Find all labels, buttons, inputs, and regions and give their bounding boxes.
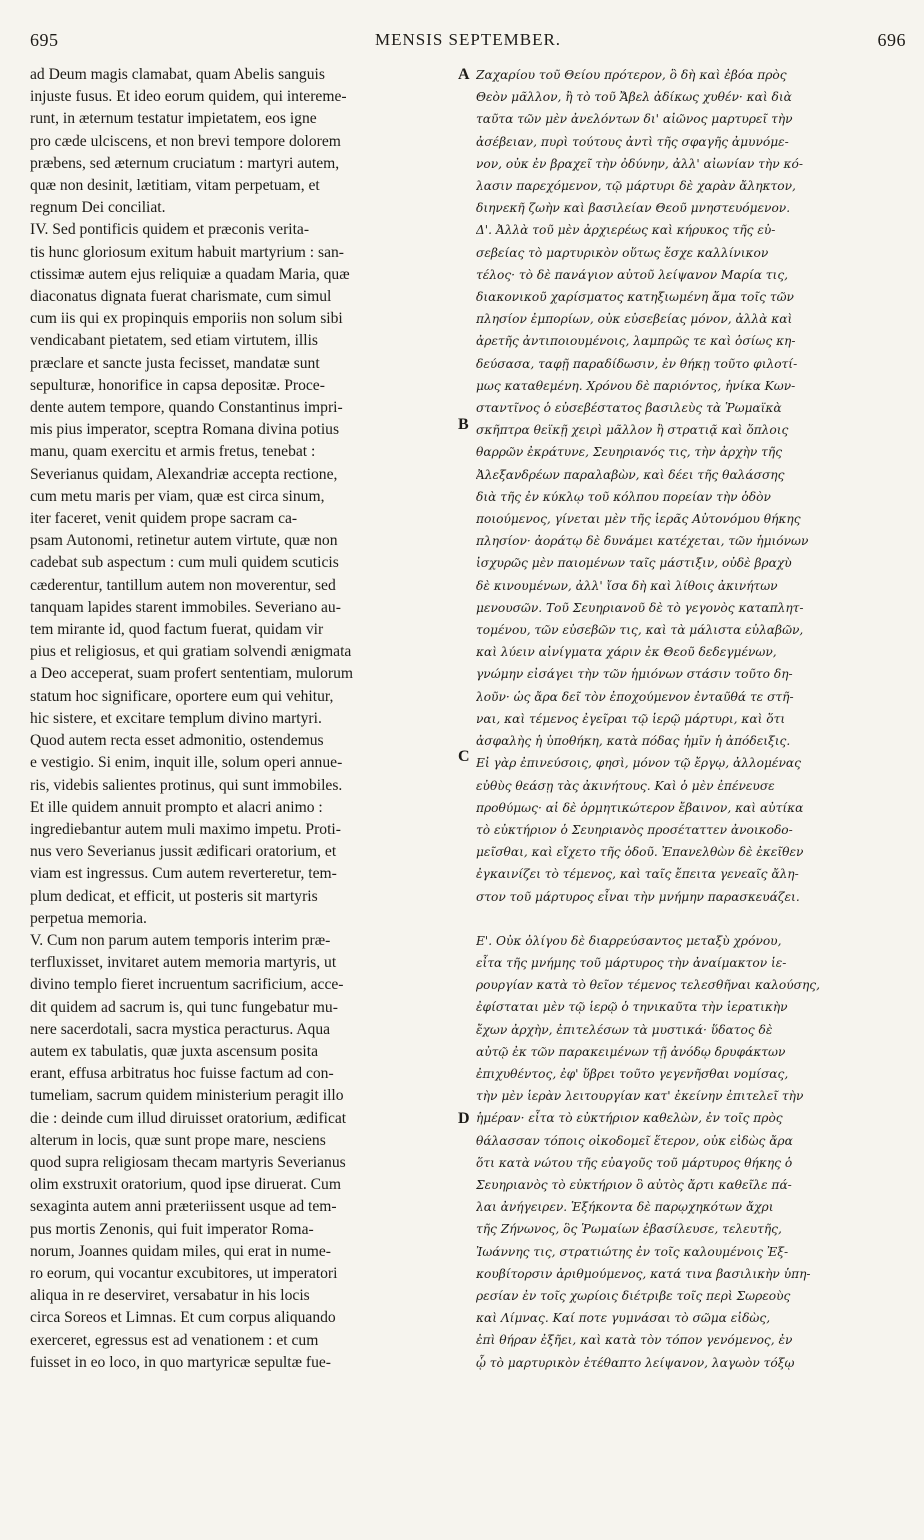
latin-text-line: sexaginta autem anni præteriissent usque ad tem- bbox=[30, 1198, 337, 1216]
latin-text-line: ctissimæ autem ejus reliquiæ a quadam Maria, quæ bbox=[30, 265, 350, 283]
latin-text-line: IV. Sed pontificis quidem et præconis verita- bbox=[30, 221, 310, 239]
latin-text-line: dit quidem ad sacrum is, qui tunc fungebatur mu- bbox=[30, 998, 338, 1016]
latin-text-line: aliqua in re deserviret, versabatur in his locis bbox=[30, 1287, 310, 1305]
greek-text-line: ἰσχυρῶς μὲν παιομένων ταῖς μάστιξιν, οὐδὲ βραχὺ bbox=[476, 556, 792, 571]
latin-text-line: perpetua memoria. bbox=[30, 909, 147, 927]
latin-text-line: divino templo fieret incruentum sacrificium, acce- bbox=[30, 976, 344, 994]
greek-text-line: Ε'. Οὐκ ὀλίγου δὲ διαρρεύσαντος μεταξὺ χρόνου, bbox=[476, 933, 782, 948]
greek-text-line: κουβίτορσιν ἀριθμούμενος, κατά τινα βασιλικὴν ὑπη- bbox=[476, 1266, 811, 1281]
greek-text-line: Δ'. Ἀλλὰ τοῦ μὲν ἀρχιερέως καὶ κήρυκος τῆς εὐ- bbox=[476, 223, 776, 238]
latin-text-line: tumeliam, sacrum quidem ministerium peragit illo bbox=[30, 1087, 344, 1105]
greek-text-line: διακονικοῦ χαρίσματος κατηξιωμένη ἅμα τοῖς τῶν bbox=[476, 290, 794, 305]
greek-text-line: εἶτα τῆς μνήμης τοῦ μάρτυρος τὴν ἀναίμακτον ἱε- bbox=[476, 955, 787, 970]
latin-text-line: terfluxisset, invitaret autem memoria martyris, ut bbox=[30, 954, 337, 972]
greek-text-line: καὶ Λίμνας. Καί ποτε γυμνάσαι τὸ σῶμα εἰδὼς, bbox=[476, 1311, 771, 1326]
greek-text-line: πλησίον ἐμπορίων, οὐκ εὐσεβείας μόνον, ἀλλὰ καὶ bbox=[476, 312, 793, 327]
latin-text-line: injuste fusus. Et ideo eorum quidem, qui intereme- bbox=[30, 88, 347, 106]
latin-text-line: pus mortis Zenonis, qui fuit imperator Roma- bbox=[30, 1220, 314, 1238]
latin-text-line: plum dedicat, et efficit, ut posteris sit martyris bbox=[30, 887, 318, 905]
greek-text-line: Ζαχαρίου τοῦ Θείου πρότερον, ὃ δὴ καὶ ἐβόα πρὸς bbox=[476, 68, 787, 82]
latin-text-line: manu, quam exercitu et armis fretus, tenebat : bbox=[30, 443, 316, 461]
latin-text-line: Severianus quidam, Alexandriæ accepta rectione, bbox=[30, 465, 338, 483]
greek-text-line: εὐθὺς θεάσῃ τὰς ἀκινήτους. Καὶ ὁ μὲν ἐπένευσε bbox=[476, 778, 775, 793]
greek-text-line: ἀσέβειαν, πυρὶ τούτους ἀντὶ τῆς σφαγῆς ἀμυνόμε- bbox=[476, 134, 789, 149]
latin-text-line: a Deo acceperat, suam profert sententiam, mulorum bbox=[30, 665, 354, 683]
latin-text-line: tis hunc gloriosum exitum habuit martyrium : san- bbox=[30, 243, 344, 261]
latin-text-line: regnum Dei conciliat. bbox=[30, 199, 166, 217]
latin-text-line: nus vero Severianus jussit ædificari oratorium, et bbox=[30, 843, 337, 861]
latin-text-line: hic sistere, et excitare templum divino martyri. bbox=[30, 709, 322, 727]
latin-text-line: ris, videbis salientes protinus, qui sunt immobiles. bbox=[30, 776, 343, 794]
greek-text-line: γνώμην εἰσάγει τὴν τῶν ἡμιόνων στάσιν τοῦτο δη- bbox=[476, 667, 793, 682]
greek-text-line: λαι ἀνήγειρεν. Ἑξήκοντα δὲ παρῳχηκότων ἄχρι bbox=[476, 1200, 774, 1215]
greek-text-line: ἔχων ἀρχὴν, ἐπιτελέσων τὰ μυστικά· ὕδατος δὲ bbox=[476, 1022, 773, 1037]
greek-text-line: θάλασσαν τόποις οἰκοδομεῖ ἕτερον, οὐκ εἰδὼς ἄρα bbox=[476, 1133, 793, 1148]
latin-text-line: tanquam lapides starent immobiles. Severiano au- bbox=[30, 598, 341, 616]
latin-text-line: mis pius imperator, sceptra Romana divina potius bbox=[30, 421, 340, 439]
latin-text-line: cum iis qui ex propinquis emporiis non solum sibi bbox=[30, 310, 343, 328]
greek-text-line: ἐγκαινίζει τὸ τέμενος, καὶ ταῖς ἔπειτα γενεαῖς ἄλη- bbox=[476, 867, 799, 882]
latin-text-line: psam Autonomi, retinetur autem virtute, quæ non bbox=[30, 532, 338, 550]
greek-text-line: διηνεκῆ ζωὴν καὶ βασιλείαν Θεοῦ μνηστευόμενον. bbox=[476, 201, 791, 216]
latin-column bbox=[30, 64, 462, 1530]
greek-text-line: λασιν παρεχόμενον, τῷ μάρτυρι δὲ χαρὰν ἄληκτον, bbox=[476, 179, 796, 194]
greek-text-line: ἀρετῆς ἀντιποιουμένοις, λαμπρῶς τε καὶ ὁσίως κη- bbox=[476, 334, 796, 349]
latin-text-line: alterum in locis, quæ sunt prope mare, nesciens bbox=[30, 1131, 326, 1149]
greek-text-line: νον, οὐκ ἐν βραχεῖ τὴν ὀδύνην, ἀλλ' αἰωνίαν τὴν κό- bbox=[476, 156, 803, 171]
latin-text-line: fuisset in eo loco, in quo martyricæ sepultæ fue- bbox=[30, 1353, 331, 1371]
greek-text-line: ναι, καὶ τέμενος ἐγεῖραι τῷ ἱερῷ μάρτυρι, καὶ ὅτι bbox=[476, 711, 786, 726]
latin-text-line: erant, effusa arbitratus hoc fuisse factum ad con- bbox=[30, 1065, 334, 1083]
greek-text-line: μεῖσθαι, καὶ εἴχετο τῆς ὁδοῦ. Ἐπανελθὼν δὲ ἐκεῖθεν bbox=[476, 845, 804, 860]
greek-text-line: σεβείας τὸ μαρτυρικὸν οὕτως ἔσχε καλλίνικον bbox=[476, 245, 769, 260]
greek-text-line bbox=[476, 908, 908, 930]
greek-text-line: δὲ κινουμένων, ἀλλ' ἴσα δὴ καὶ λίθοις ἀκινήτων bbox=[476, 578, 778, 593]
greek-text-line: τῆς Ζήνωνος, ὃς Ῥωμαίων ἐβασίλευσε, τελευτῆς, bbox=[476, 1222, 782, 1237]
latin-text-line: præclare et sancte justa fecisset, mandatæ sunt bbox=[30, 354, 320, 372]
latin-text-line: cadebat sub aspectum : cum muli quidem scuticis bbox=[30, 554, 339, 572]
latin-text-line: pro cæde ulciscens, et non brevi tempore dolorem bbox=[30, 132, 341, 150]
margin-marker-d: D bbox=[458, 1110, 470, 1127]
margin-marker-a: A bbox=[458, 66, 470, 83]
greek-text-line: ἐπιχυθέντος, ἐφ' ὕβρει τοῦτο γεγενῆσθαι νομίσας, bbox=[476, 1066, 789, 1081]
greek-text-line: δεύσασα, ταφῇ παραδίδωσιν, ἐν θήκῃ τοῦτο φιλοτί- bbox=[476, 356, 798, 371]
greek-text-line: μενουσῶν. Τοῦ Σευηριανοῦ δὲ τὸ γεγονὸς καταπλητ- bbox=[476, 600, 804, 615]
greek-text-line: αὐτῷ ἐκ τῶν παρακειμένων τῇ ἀνόδῳ δρυφάκτων bbox=[476, 1044, 786, 1059]
latin-text-line: olim exstruxit oratorium, quod ipse diruerat. Cum bbox=[30, 1176, 341, 1194]
margin-marker-c: C bbox=[458, 748, 470, 765]
greek-text-line: λοῦν· ὡς ἄρα δεῖ τὸν ἐποχούμενον ἐνταῦθά τε στῆ- bbox=[476, 689, 794, 704]
greek-text-line: ἡμέραν· εἶτα τὸ εὐκτήριον καθελὼν, ἐν τοῖς πρὸς bbox=[476, 1111, 783, 1126]
greek-text-line: Ἀλεξανδρέων παραλαβὼν, καὶ δέει τῆς θαλάσσης bbox=[476, 467, 785, 482]
greek-text-line: ταῦτα τῶν μὲν ἀνελόντων δι' αἰῶνος μαρτυρεῖ τὴν bbox=[476, 112, 793, 127]
latin-text-line: norum, Joannes quidam miles, qui erat in nume- bbox=[30, 1242, 331, 1260]
greek-text-line: ρουργίαν κατὰ τὸ θεῖον τέμενος τελεσθῆναι καλούσης, bbox=[476, 978, 820, 993]
greek-text-line: ἐπὶ θήραν ἐξῆει, καὶ κατὰ τὸν τόπον γενόμενος, ἐν bbox=[476, 1333, 793, 1348]
latin-text-line: die : deinde cum illud diruisset oratorium, ædificat bbox=[30, 1109, 347, 1127]
greek-text-line: μως καταθεμένη. Χρόνου δὲ παριόντος, ἡνίκα Κων- bbox=[476, 378, 796, 393]
latin-text-line: ad Deum magis clamabat, quam Abelis sanguis bbox=[30, 66, 325, 83]
greek-text-line: καὶ λύειν αἰνίγματα χάριν ἐκ Θεοῦ δεδεγμένων, bbox=[476, 645, 777, 660]
greek-text-line: προθύμως· αἱ δὲ ὁρμητικώτερον ἔβαινον, καὶ αὐτίκα bbox=[476, 800, 804, 815]
margin-marker-b: B bbox=[458, 416, 469, 433]
latin-text-line: viam est ingressus. Cum autem reverteretur, tem- bbox=[30, 865, 337, 883]
greek-text-line: ᾧ τὸ μαρτυρικὸν ἐτέθαπτο λείψανον, λαγωὸν τόξῳ bbox=[476, 1355, 795, 1370]
latin-text-line: quæ non desinit, lætitiam, vitam perpetuam, et bbox=[30, 177, 320, 195]
latin-text-line: Et ille quidem annuit prompto et alacri animo : bbox=[30, 798, 323, 816]
greek-text-line: τὴν μὲν ἱερὰν λειτουργίαν κατ' ἐκείνην ἐπιτελεῖ τὴν bbox=[476, 1089, 804, 1104]
latin-text-line: nere sacerdotali, sacra mystica peracturus. Aqua bbox=[30, 1020, 331, 1038]
latin-text-line: vendicabant pietatem, sed etiam virtutem, illis bbox=[30, 332, 318, 350]
latin-text-line: Quod autem recta esset admonitio, ostendemus bbox=[30, 732, 324, 750]
greek-text-line: τὸ εὐκτήριον ὁ Σευηριανὸς προσέταττεν ἀνοικοδο- bbox=[476, 822, 793, 837]
greek-text-line: σκῆπτρα θεϊκῇ χειρὶ μᾶλλον ἢ στρατιᾷ καὶ ὅπλοις bbox=[476, 423, 789, 438]
greek-text-line: τομένου, τῶν εὐσεβῶν τις, καὶ τὰ μάλιστα εὐλαβῶν, bbox=[476, 623, 804, 638]
greek-text-line: τέλος· τὸ δὲ πανάγιον αὐτοῦ λείψανον Μαρία τις, bbox=[476, 267, 789, 282]
greek-text-line: πλησίον· ἀοράτῳ δὲ δυνάμει κατέχεται, τῶν ἡμιόνων bbox=[476, 534, 809, 549]
latin-text-line: exerceret, egressus est ad venationem : et cum bbox=[30, 1331, 319, 1349]
latin-text-line: dente autem tempore, quando Constantinus impri- bbox=[30, 399, 343, 417]
greek-text-line: θαρρῶν ἐκράτυνε, Σευηριανός τις, τὴν ἀρχὴν τῆς bbox=[476, 445, 783, 460]
page-header bbox=[30, 30, 906, 58]
latin-text-line: runt, in æternum testatur impietatem, eos igne bbox=[30, 110, 317, 128]
latin-text-line: quod supra religiosam thecam martyris Severianus bbox=[30, 1153, 346, 1171]
greek-text-line: Θεὸν μᾶλλον, ἢ τὸ τοῦ Ἄβελ ἀδίκως χυθέν· καὶ διὰ bbox=[476, 90, 792, 105]
greek-text-line: ἐφίσταται μὲν τῷ ἱερῷ ὁ τηνικαῦτα τὴν ἱερατικὴν bbox=[476, 1000, 788, 1015]
greek-text-line: σταντῖνος ὁ εὐσεβέστατος βασιλεὺς τὰ Ῥωμαϊκὰ bbox=[476, 401, 782, 416]
latin-text-line: cæderentur, tantillum autem non moverentur, sed bbox=[30, 576, 336, 594]
greek-text-line: ἀσφαλὴς ἡ ὑποθήκη, κατὰ πόδας ἡμῖν ἡ ἀπόδειξις. bbox=[476, 734, 791, 749]
latin-text-line: ingrediebantur autem muli maximo impetu. Proti- bbox=[30, 820, 341, 838]
greek-text-line: διὰ τῆς ἐν κύκλῳ τοῦ κόλπου πορείαν τὴν ὁδὸν bbox=[476, 489, 771, 504]
left-page-number: 695 bbox=[30, 30, 59, 50]
latin-text-line: autem ex tabulatis, quæ juxta ascensum posita bbox=[30, 1042, 318, 1060]
greek-text-line: Σευηριανὸς τὸ εὐκτήριον ὃ αὐτὸς ἄρτι καθεῖλε πά- bbox=[476, 1177, 792, 1192]
latin-text-line: statum hoc significare, oportere eum qui vehitur, bbox=[30, 687, 334, 705]
latin-text-line: pius et religiosus, et qui gratiam solvendi ænigmata bbox=[30, 643, 352, 661]
latin-text-line: præbens, sed æternum cruciatum : martyri autem, bbox=[30, 154, 340, 172]
latin-text-line: V. Cum non parum autem temporis interim præ- bbox=[30, 931, 331, 949]
greek-column bbox=[476, 64, 908, 1530]
greek-text-line: Ἰωάννης τις, στρατιώτης ἐν τοῖς καλουμένοις Ἐξ- bbox=[476, 1244, 789, 1259]
running-title: MENSIS SEPTEMBER. bbox=[374, 30, 562, 49]
greek-text-line: ὅτι κατὰ νώτου τῆς εὐαγοῦς τοῦ μάρτυρος θήκης ὁ bbox=[476, 1155, 793, 1170]
greek-text-line: Εἰ γὰρ ἐπινεύσοις, φησὶ, μόνον τῷ ἔργῳ, ἀλλομένας bbox=[476, 756, 801, 771]
greek-text-line: ποιούμενος, γίνεται μὲν τῆς ἱερᾶς Αὐτονόμου θήκης bbox=[476, 512, 801, 527]
latin-text-line: e vestigio. Si enim, inquit ille, solum operi annue- bbox=[30, 754, 343, 772]
greek-text-line: στον τοῦ μάρτυρος εἶναι τὴν μνήμην παρασκευάζει. bbox=[476, 889, 800, 904]
greek-text-line: ρεσίαν ἐν τοῖς χωρίοις διέτριβε τοῖς περὶ Σωρεοὺς bbox=[476, 1288, 791, 1303]
latin-text-line: diaconatus dignata fuerat charismate, cum simul bbox=[30, 288, 332, 306]
latin-text-line: ro eorum, qui vocantur excubitores, ut imperatori bbox=[30, 1264, 338, 1282]
latin-text-line: iter faceret, venit quidem prope sacram ca- bbox=[30, 510, 298, 528]
latin-text-line: sepulturæ, honorifice in capsa depositæ. Proce- bbox=[30, 376, 325, 394]
right-page-number: 696 bbox=[877, 30, 906, 50]
latin-text-line: circa Soreos et Limnas. Et cum corpus aliquando bbox=[30, 1309, 336, 1327]
latin-text-line: tem mirante id, quod factum fuerat, quidam vir bbox=[30, 621, 324, 639]
latin-text-line: cum metu maris per viam, quæ est circa sinum, bbox=[30, 487, 325, 505]
